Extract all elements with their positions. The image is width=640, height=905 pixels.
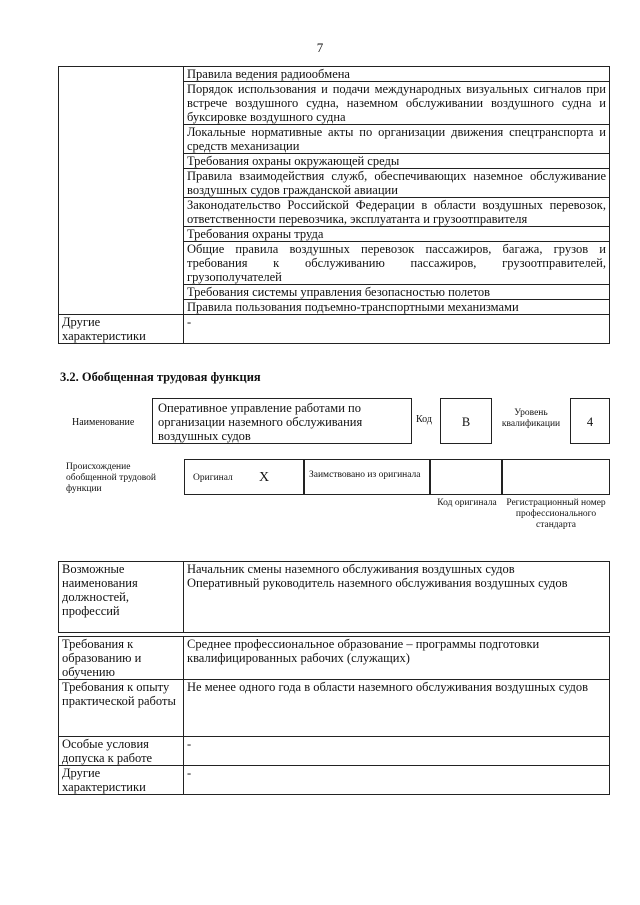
requirements-table	[58, 636, 610, 795]
table-row: Требования охраны труда	[184, 227, 610, 242]
req-label: Другие характеристики	[59, 766, 184, 795]
req-label: Требования к образованию и обучению	[59, 637, 184, 680]
table-row: Локальные нормативные акты по организации движения спецтранспорта и средств механизации	[184, 125, 610, 154]
borrowed-label: Заимствовано из оригинала	[309, 470, 421, 480]
positions-table	[58, 561, 610, 633]
borrowed-box	[304, 459, 430, 495]
original-label: Оригинал	[193, 473, 233, 483]
req-value: -	[184, 737, 610, 766]
req-label: Особые условия допуска к работе	[59, 737, 184, 766]
table-row: Требования системы управления безопасностью полетов	[184, 285, 610, 300]
level-box	[570, 398, 610, 444]
reg-caption: Регистрационный номер профессионального стандарта	[506, 498, 606, 530]
positions-label: Возможные наименования должностей, профессий	[59, 562, 184, 633]
table-row: Законодательство Российской Федерации в области воздушных перевозок, ответственности перевозчика, эксплуатанта и грузоотправителя	[184, 198, 610, 227]
original-code-box	[430, 459, 502, 495]
table-row: Требования охраны окружающей среды	[184, 154, 610, 169]
table-row: Порядок использования и подачи международных визуальных сигналов при встрече воздушного судна, наземном обслуживании воздушного судна и буксировке воздушного судна	[184, 82, 610, 125]
level-label: Уровень квалификации	[501, 408, 561, 429]
req-label: Требования к опыту практической работы	[59, 680, 184, 737]
other-value: -	[184, 315, 610, 344]
table-row: Общие правила воздушных перевозок пассажиров, багажа, грузов и требования к обслуживанию пассажиров, грузоотправителей, грузополучателей	[184, 242, 610, 285]
section-title: 3.2. Обобщенная трудовая функция	[60, 370, 261, 384]
req-value: Не менее одного года в области наземного обслуживания воздушных судов	[184, 680, 610, 737]
list-item: Начальник смены наземного обслуживания воздушных судов	[187, 562, 515, 576]
list-item: Оперативный руководитель наземного обслуживания воздушных судов	[187, 576, 568, 590]
original-box	[184, 459, 304, 495]
table-row: Правила взаимодействия служб, обеспечивающих наземное обслуживание воздушных судов гражданской авиации	[184, 169, 610, 198]
req-value: Среднее профессиональное образование – программы подготовки квалифицированных рабочих (служащих)	[184, 637, 610, 680]
positions-values	[184, 562, 610, 633]
code-value: B	[461, 415, 471, 429]
function-name: Оперативное управление работами по организации наземного обслуживания воздушных судов	[158, 401, 363, 443]
knowledge-table	[58, 66, 610, 344]
reg-number-box	[502, 459, 610, 495]
req-value: -	[184, 766, 610, 795]
code-box	[440, 398, 492, 444]
code-caption: Код оригинала	[437, 498, 497, 508]
table-row: Правила ведения радиообмена	[184, 67, 610, 82]
function-name-box	[152, 398, 412, 444]
table-row: Правила пользования подъемно-транспортными механизмами	[184, 300, 610, 315]
name-label: Наименование	[72, 417, 135, 428]
original-mark: X	[259, 470, 270, 485]
origin-label: Происхождение обобщенной трудовой функции	[66, 462, 156, 494]
code-label: Код	[416, 414, 432, 425]
level-value: 4	[586, 415, 594, 429]
page-number: 7	[316, 40, 324, 55]
other-label: Другие характеристики	[59, 315, 184, 344]
knowledge-label-cell	[59, 67, 184, 315]
